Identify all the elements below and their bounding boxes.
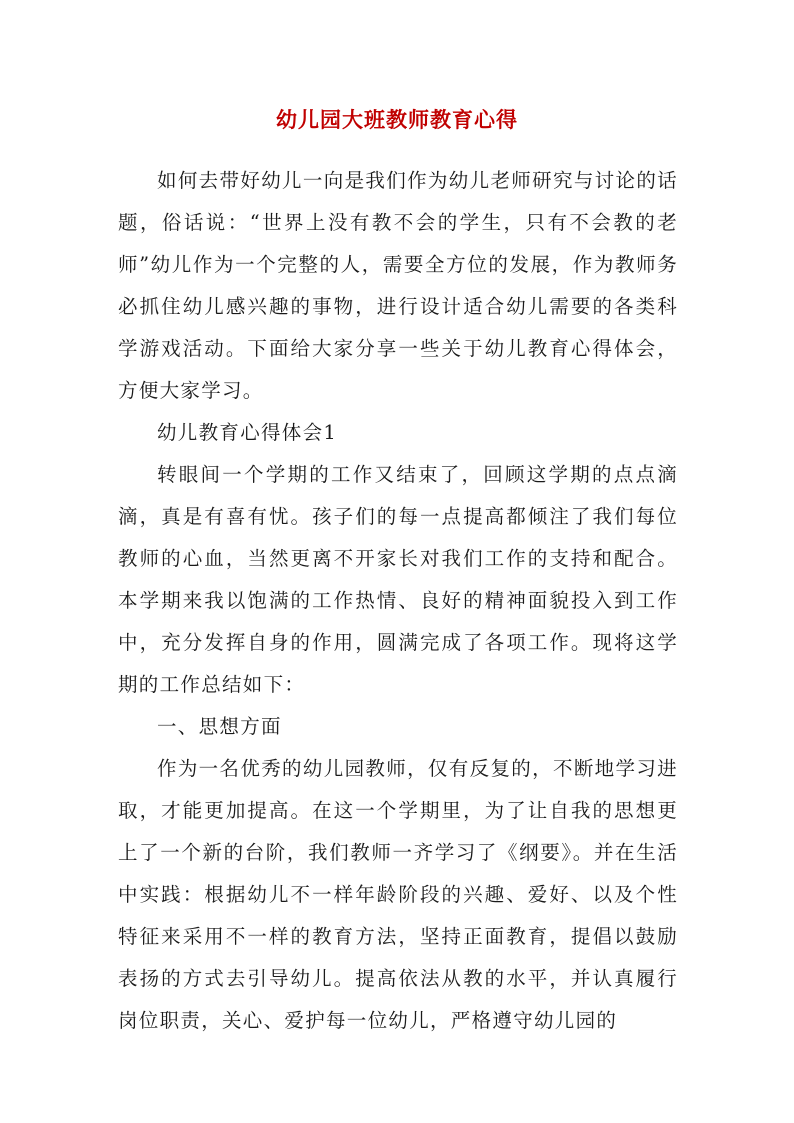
document-title: 幼儿园大班教师教育心得: [276, 107, 518, 132]
section-heading-ideology: 一、思想方面: [157, 715, 282, 738]
paragraph-ideology: 作为一名优秀的幼儿园教师，仅有反复的，不断地学习进取，才能更加提高。在这一个学期里，为了让自我的思想更上了一个新的台阶，我们教师一齐学习了《纲要》。并在生活中实践：根据幼儿不一样年龄阶段的兴趣、爱好、以及个性特征来采用不一样的教育方法，坚持正面教育，提倡以鼓励表扬的方式去引导幼儿。提高依法从教的水平，并认真履行岗位职责，关心、爱护每一位幼儿，严格遵守幼儿园的: [118, 757, 678, 1032]
section-heading-experience-1: 幼儿教育心得体会1: [157, 421, 338, 444]
document-body: [118, 160, 678, 1042]
paragraph-semester-review: 转眼间一个学期的工作又结束了，回顾这学期的点点滴滴，真是有喜有忧。孩子们的每一点提高都倾注了我们每位教师的心血，当然更离不开家长对我们工作的支持和配合。本学期来我以饱满的工作热情、良好的精神面貌投入到工作中，充分发挥自身的作用，圆满完成了各项工作。现将这学期的工作总结如下：: [118, 463, 678, 696]
paragraph-intro: 如何去带好幼儿一向是我们作为幼儿老师研究与讨论的话题，俗话说：“世界上没有教不会的学生，只有不会教的老师”幼儿作为一个完整的人，需要全方位的发展，作为教师务必抓住幼儿感兴趣的事物，进行设计适合幼儿需要的各类科学游戏活动。下面给大家分享一些关于幼儿教育心得体会，方便大家学习。: [118, 169, 678, 402]
